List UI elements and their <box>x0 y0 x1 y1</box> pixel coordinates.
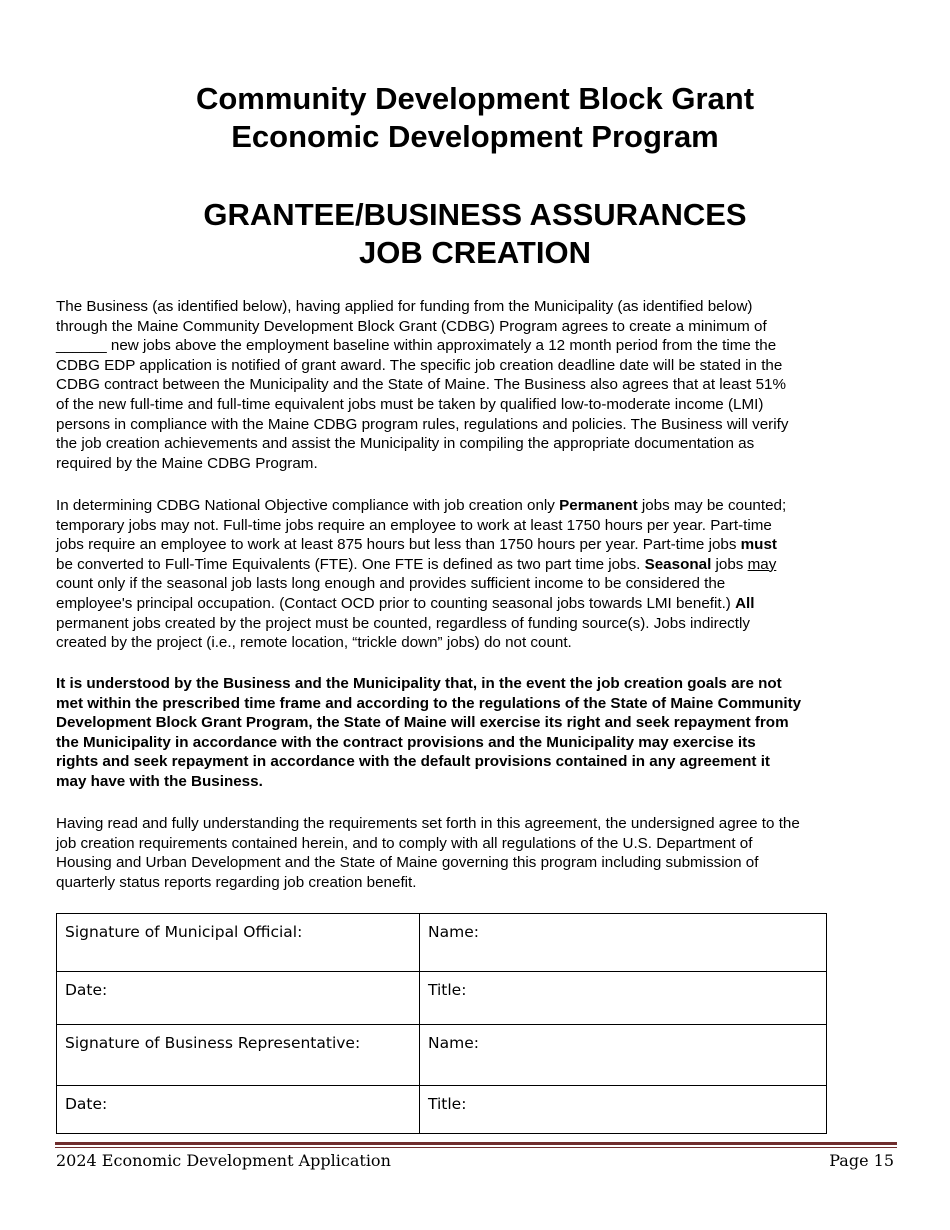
text-line: Having read and fully understanding the requirements set forth in this agreement, the undersigned agree to the <box>56 815 800 832</box>
text-line: created by the project (i.e., remote location, “trickle down” jobs) do not count. <box>56 634 572 652</box>
signature-table <box>56 913 827 1134</box>
document-title <box>0 80 950 272</box>
text-line: It is understood by the Business and the Municipality that, in the event the job creation goals are not <box>56 675 782 692</box>
municipal-official-title-field[interactable]: Title: <box>420 972 827 1025</box>
text-line: permanent jobs created by the project must be counted, regardless of funding source(s). Jobs indirectly <box>56 614 750 632</box>
text-line: CDBG contract between the Municipality and the State of Maine. The Business also agrees that at least 51% <box>56 376 786 394</box>
title-line-1: Community Development Block Grant <box>195 81 755 116</box>
text-line: ______ new jobs above the employment baseline within approximately a 12 month period from the time the <box>56 337 777 355</box>
text-line: the job creation achievements and assist the Municipality in compiling the appropriate documentation as <box>56 435 755 453</box>
agreement-paragraph <box>56 814 901 892</box>
text-line: may have with the Business. <box>56 772 263 790</box>
text-line: count only if the seasonal job lasts long enough and provides sufficient income to be considered the <box>56 575 726 593</box>
text-line: CDBG EDP application is notified of grant award. The specific job creation deadline date will be stated in the <box>56 356 783 374</box>
text-line: met within the prescribed time frame and according to the regulations of the State of Maine Community <box>56 694 802 712</box>
table-row <box>57 1086 827 1134</box>
text-line: persons in compliance with the Maine CDBG program rules, regulations and policies. The Business will verify <box>56 415 789 433</box>
text-line: jobs require an employee to work at least 875 hours but less than 1750 hours per year. Part-time jobs must <box>56 536 777 554</box>
emphasis-permanent: Permanent <box>559 497 638 514</box>
emphasis-must: must <box>740 536 777 554</box>
business-representative-title-field[interactable]: Title: <box>420 1086 827 1134</box>
title-line-4: JOB CREATION <box>359 235 591 270</box>
emphasis-seasonal: Seasonal <box>644 555 712 573</box>
business-representative-date-field[interactable]: Date: <box>57 1086 420 1134</box>
business-representative-signature-field[interactable]: Signature of Business Representative: <box>57 1025 420 1086</box>
emphasis-may: may <box>747 555 777 573</box>
job-creation-commitment-paragraph <box>56 297 901 473</box>
text-line: the Municipality in accordance with the contract provisions and the Municipality may exercise its <box>56 733 756 751</box>
jobs-count-blank: ______ <box>56 337 107 355</box>
emphasis-all: All <box>735 594 755 612</box>
text-line: rights and seek repayment in accordance with the default provisions contained in any agreement it <box>56 753 770 771</box>
footer-document-name: 2024 Economic Development Application <box>56 1151 391 1170</box>
text-line: temporary jobs may not. Full-time jobs require an employee to work at least 1750 hours per year. Part-time <box>56 516 772 534</box>
text-line: Development Block Grant Program, the State of Maine will exercise its right and seek repayment from <box>56 714 789 732</box>
text-line: be converted to Full-Time Equivalents (FTE). One FTE is defined as two part time jobs. Seasonal jobs may <box>56 555 777 573</box>
municipal-official-signature-field[interactable]: Signature of Municipal Official: <box>57 914 420 972</box>
table-row <box>57 1025 827 1086</box>
national-objective-paragraph <box>56 496 901 653</box>
text-line: Housing and Urban Development and the State of Maine governing this program including submission of <box>56 854 759 872</box>
title-line-2: Economic Development Program <box>231 119 719 154</box>
text-line: job creation requirements contained herein, and to comply with all regulations of the U.S. Department of <box>56 834 753 852</box>
repayment-notice-paragraph <box>56 674 901 792</box>
text-line: The Business (as identified below), having applied for funding from the Municipality (as identified below) <box>56 298 753 315</box>
text-line: employee's principal occupation. (Contact OCD prior to counting seasonal jobs towards LMI benefit.) All <box>56 594 755 612</box>
text-line: of the new full-time and full-time equivalent jobs must be taken by qualified low-to-moderate income (LMI) <box>56 395 764 413</box>
table-row <box>57 914 827 972</box>
footer-rule-thin <box>55 1147 897 1148</box>
text-line: required by the Maine CDBG Program. <box>56 454 318 472</box>
business-representative-name-field[interactable]: Name: <box>420 1025 827 1086</box>
title-line-3: GRANTEE/BUSINESS ASSURANCES <box>203 197 747 232</box>
municipal-official-date-field[interactable]: Date: <box>57 972 420 1025</box>
text-line: In determining CDBG National Objective compliance with job creation only Permanent jobs may be counted; <box>56 497 787 514</box>
footer-rule <box>55 1142 897 1145</box>
text-line: quarterly status reports regarding job creation benefit. <box>56 873 417 891</box>
municipal-official-name-field[interactable]: Name: <box>420 914 827 972</box>
table-row <box>57 972 827 1025</box>
text-line: through the Maine Community Development Block Grant (CDBG) Program agrees to create a minimum of <box>56 317 767 335</box>
footer-page-number: Page 15 <box>829 1151 894 1170</box>
